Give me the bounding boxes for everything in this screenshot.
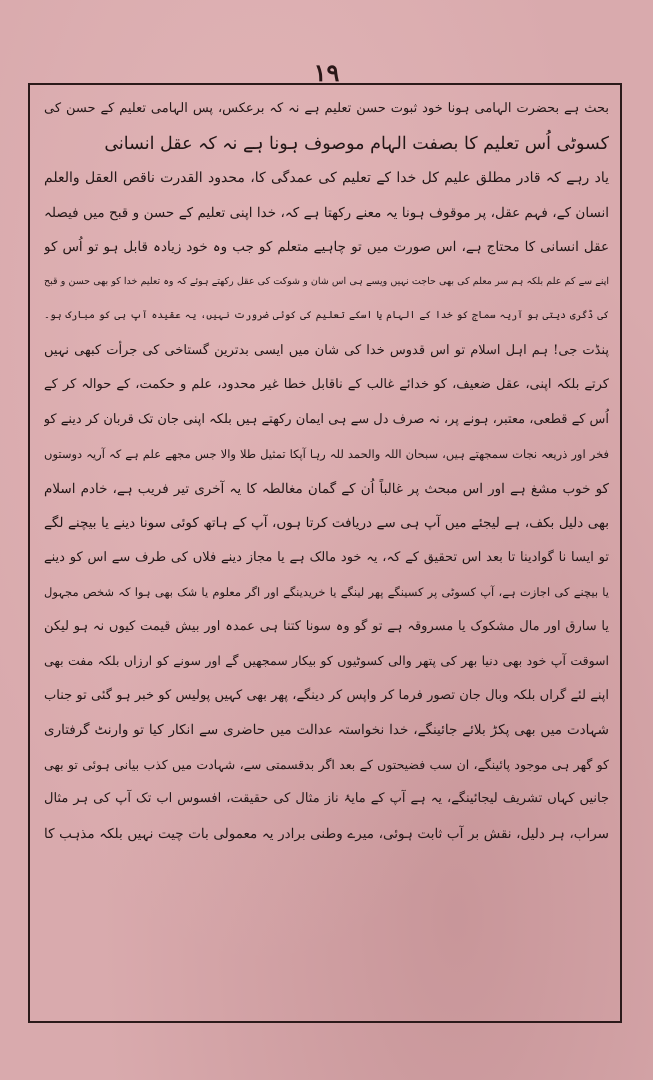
text-line: کو خوب مشغ ہے اور اس مبحث پر غالباً اُن کے گمان مغالطہ کا یہ آخری تیر فریب ہے، خادم اسلام xyxy=(44,480,609,497)
text-line: عقل انسانی کا محتاج ہے، اس صورت میں تو چاہیے متعلم کو جب وہ خود زیادہ قابل ہو تو اُس کو xyxy=(44,239,609,255)
text-line: اسوقت آپ خود بھی دنیا بھر کی پتھر والی کسوٹیوں کو بیکار سمجھیں گے اور سونے کو ارزاں بلکہ مفت بھی xyxy=(44,653,609,668)
text-line: بھی دلیل بکف، ہے لیجئے میں آپ ہی سے دریافت کرتا ہوں، آپ کے ہاتھ کوئی سونا دینے یا بیچنے لگے xyxy=(44,515,609,531)
text-line: یا بیچنے کی اجازت ہے، آپ کسوٹی پر کسینگے پھر لینگے یا خریدینگے اور اگر معلوم یا شک بھی ہوا کہ شخص مجہول xyxy=(44,585,609,599)
text-line: اپنے لئے گراں بلکہ وبال جان تصور فرما کر واپس کر دینگے، پھر بھی کہیں پولیس کو خبر ہو گئی تو جناب xyxy=(44,687,609,703)
text-line: جانیں کہاں تشریف لیجائینگے، یہ ہے آپ کے مایۂ ناز مثال کی حقیقت، افسوس اب تک آپ کی ہر مثال xyxy=(44,791,609,806)
text-line: کسوٹی اُس تعلیم کا بصفت الہام موصوف ہونا ہے نہ کہ عقل انسانی xyxy=(104,133,609,154)
text-line: اپنے سے کم علم بلکہ ہم سر معلم کی بھی حاجت نہیں ویسے ہی اس شان و شوکت کی عقل رکھتے ہوئے کہ وہ تعلیم خدا کو بھی حسن و قبح xyxy=(44,275,609,287)
text-line: اُس کے قطعی، معتبر، ہونے پر، نہ صرف دل سے ہی ایمان رکھتے ہیں بلکہ اپنی جان تک قربان کر دینے کو xyxy=(44,411,609,427)
text-line: شہادت میں بھی پکڑ بلائے جائینگے، خدا نخواستہ عدالت میں حاضری سے انکار کیا تو وارنٹ گرفتاری xyxy=(44,722,609,738)
text-line: سراب، ہر دلیل، نقش بر آب ثابت ہوئی، میرے وطنی برادر یہ معمولی بات چیت نہیں بلکہ مذہب کا xyxy=(44,825,609,842)
text-line: کو گھر ہی موجود پائینگے، ان سب فضیحتوں کے بعد اگر بدقسمتی سے، شہادت میں کذب بیانی ہوئی تو بھی xyxy=(44,756,609,772)
text-line: انسان کے، فہم عقل، پر موقوف ہونا یہ معنے رکھتا ہے کہ، خدا اپنی تعلیم کے حسن و قبح میں فیصلہ xyxy=(44,204,609,221)
text-line: کرتے بلکہ اپنی، عقل ضعیف، کو خدائے غالب کے ناقابل خطا غیر محدود، علم و حکمت، کے حوالہ کر کے xyxy=(44,377,609,392)
text-line: یاد رہے کہ قادر مطلق علیم کل خدا کے تعلیم کی عمدگی کا، محدود القدرت ناقص العقل والعلم xyxy=(44,170,609,186)
text-line: پنڈت جی! ہم اہل اسلام تو اس قدوس خدا کی شان میں ایسی بدترین گستاخی کی جرأت کبھی نہیں xyxy=(44,342,609,358)
text-line: تو ایسا نا گوادینا تا بعد اس تحقیق کے کہ، یہ خود مالک ہے یا مجاز دینے فلاں کی طرف سے اس کو دینے xyxy=(44,549,609,565)
text-line: کی ڈگری دیتی ہو آریہ سماج کو خدا کے الہام یا اسکے تعلیم کی کوئی ضرورت نہیں، یہ عقیدہ آپ ہی کو مبارک ہو۔ xyxy=(44,310,609,321)
text-line: بحث ہے بحضرت الہامی ہونا خود ثبوت حسن تعلیم ہے نہ کہ برعکس، پس الہامی تعلیم کے حسن کی xyxy=(44,101,609,116)
page-number: ١٩ xyxy=(313,58,340,87)
body-text xyxy=(44,92,609,1017)
text-line: یا سارق اور مال مشکوک یا مسروقہ ہے تو گو وہ سونا کتنا ہی عمدہ اور بیش قیمت کیوں نہ ہو لیکن xyxy=(44,618,609,634)
text-line: فخر اور ذریعہ نجات سمجھتے ہیں، سبحان اللہ والحمد للہ رہا آپکا تمثیل طلا والا جس مجھے علم ہے کہ آریہ دوستوں xyxy=(44,447,609,461)
